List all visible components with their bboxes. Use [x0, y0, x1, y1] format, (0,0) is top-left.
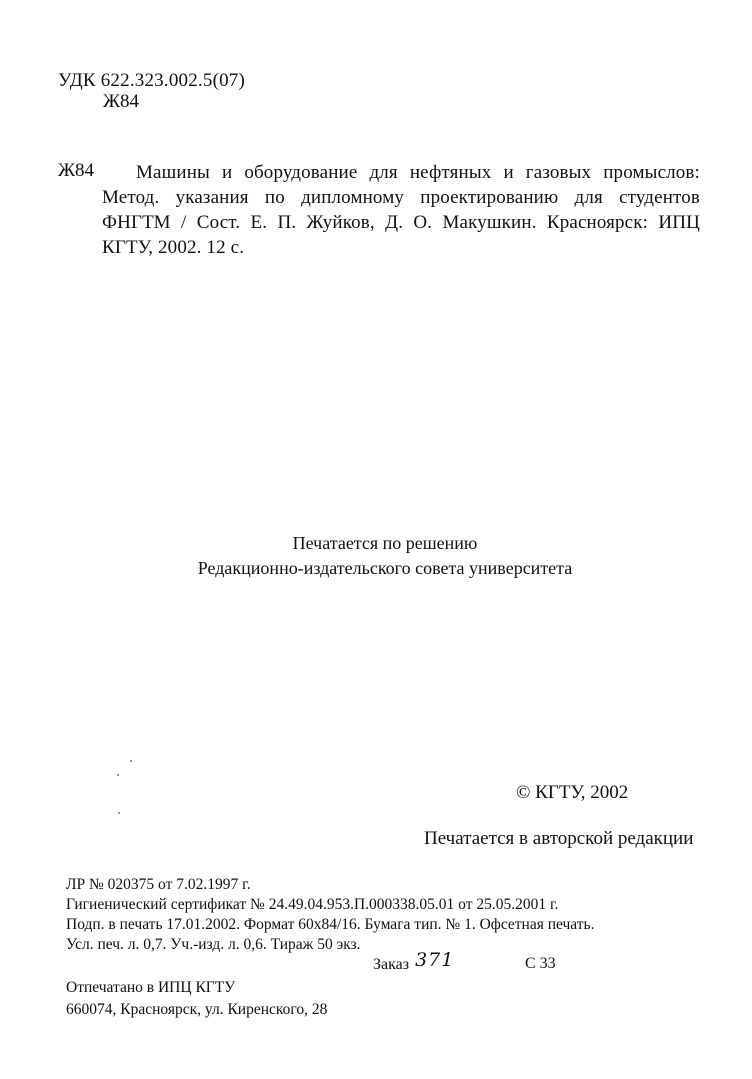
printed-at-block: [66, 977, 327, 1021]
classification-code: Ж84: [103, 91, 140, 112]
volume-line: Усл. печ. л. 0,7. Уч.-изд. л. 0,6. Тираж 50 экз.: [66, 936, 361, 953]
order-row: [373, 949, 455, 974]
publication-decision: [120, 531, 650, 581]
scan-speck: [117, 774, 119, 776]
license-line: ЛР № 020375 от 7.02.1997 г.: [66, 876, 251, 893]
publication-decision-line1: Печатается по решению: [292, 533, 478, 553]
author-edition-note: Печатается в авторской редакции: [424, 828, 694, 849]
copyright: © КГТУ, 2002: [516, 782, 629, 803]
imprint-block: [66, 875, 595, 955]
order-code: С 33: [525, 955, 556, 972]
publication-decision-line2: Редакционно-издательского совета университета: [197, 558, 573, 578]
bibliographic-annotation: Машины и оборудование для нефтяных и газовых промыслов: Метод. указания по дипломному проектированию для студентов ФНГТМ / Сост. Е. П. Жуйков, Д. О. Макушкин. Красноярск: ИПЦ КГТУ, 2002. 12 с.: [102, 162, 700, 258]
printed-at-line1: Отпечатано в ИПЦ КГТУ: [66, 979, 236, 996]
printed-at-address: 660074, Красноярск, ул. Киренского, 28: [66, 1001, 328, 1018]
certificate-line: Гигиенический сертификат № 24.49.04.953.П.000338.05.01 от 25.05.2001 г.: [66, 896, 559, 913]
scan-speck: [118, 812, 120, 814]
scan-speck: [130, 760, 132, 762]
order-label: Заказ: [373, 956, 410, 973]
entry-code: Ж84: [58, 160, 95, 181]
udk-code: УДК 622.323.002.5(07): [58, 70, 246, 91]
order-number: 371: [415, 949, 455, 971]
print-details-line: Подп. в печать 17.01.2002. Формат 60x84/16. Бумага тип. № 1. Офсетная печать.: [66, 916, 595, 933]
